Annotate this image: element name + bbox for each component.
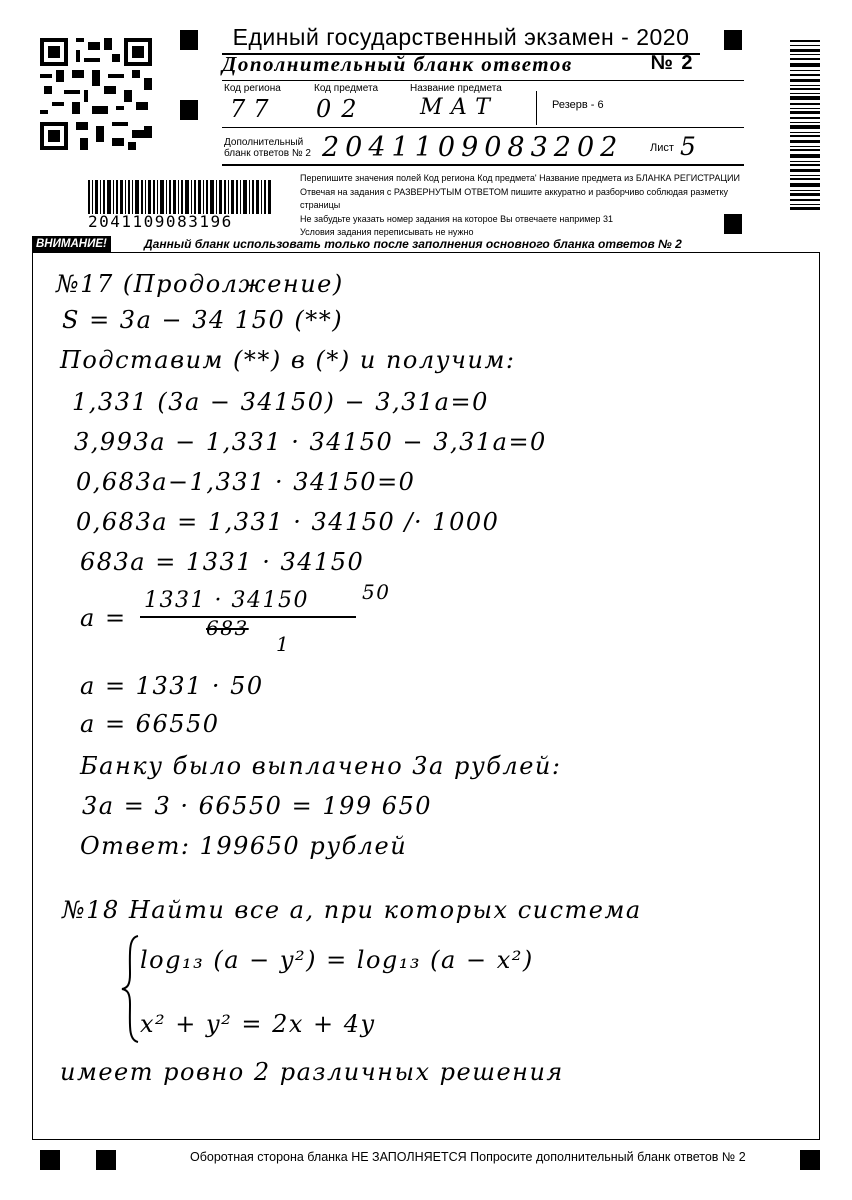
system-equation-2: x² + y² = 2x + 4y bbox=[140, 1010, 376, 1038]
extra-form-label: Дополнительный бланк ответов № 2 bbox=[224, 137, 311, 159]
answer-line: 3a = 3 · 66550 = 199 650 bbox=[82, 792, 433, 820]
warning-label: ВНИМАНИЕ! bbox=[32, 236, 111, 252]
reserve-label: Резерв - 6 bbox=[552, 99, 604, 111]
sheet-value[interactable]: 5 bbox=[680, 132, 696, 161]
fraction-sup: 50 bbox=[362, 580, 391, 604]
warning-text: Данный бланк использовать только после заполнения основного бланка ответов № 2 bbox=[144, 237, 682, 251]
form-subtitle bbox=[222, 52, 700, 77]
qr-code bbox=[40, 38, 152, 150]
answer-line: S = 3a − 34 150 (**) bbox=[62, 306, 344, 334]
alignment-marker bbox=[800, 1150, 820, 1170]
form-number: № 2 bbox=[650, 52, 694, 74]
region-label: Код региона bbox=[224, 83, 281, 94]
barcode-number: 2041109083196 bbox=[88, 212, 233, 231]
exam-title: Единый государственный экзамен - 2020 bbox=[222, 24, 700, 55]
fields-row bbox=[222, 80, 744, 128]
answer-line: Банку было выплачено 3a рублей: bbox=[80, 752, 562, 780]
alignment-marker bbox=[724, 30, 742, 50]
alignment-marker bbox=[96, 1150, 116, 1170]
instruction-line: Перепишите значения полей Код региона Код предмета' Название предмета из БЛАНКА РЕГИСТРАЦИИ bbox=[300, 173, 740, 183]
answer-line: 0,683a−1,331 · 34150=0 bbox=[76, 468, 416, 496]
system-equation-1: log₁₃ (a − y²) = log₁₃ (a − x²) bbox=[140, 946, 534, 974]
instructions bbox=[300, 172, 770, 240]
instruction-line: Отвечая на задания с РАЗВЕРНУТЫМ ОТВЕТОМ пишите аккуратно и разборчиво соблюдая разметку страницы bbox=[300, 186, 729, 210]
instruction-line: Условия задания переписывать не нужно bbox=[300, 227, 474, 237]
fraction-numerator: 1331 · 34150 bbox=[144, 588, 309, 613]
instruction-line: Не забудьте указать номер задания на которое Вы отвечаете например 31 bbox=[300, 213, 613, 224]
subject-name-value[interactable]: МАТ bbox=[420, 95, 498, 120]
region-value[interactable]: 77 bbox=[230, 95, 277, 123]
answer-line: 0,683a = 1,331 · 34150 /· 1000 bbox=[76, 508, 500, 536]
alignment-marker bbox=[180, 100, 198, 120]
alignment-marker bbox=[180, 30, 198, 50]
answer-line: №18 Найти все a, при которых система bbox=[62, 896, 642, 924]
warning-bar bbox=[32, 236, 820, 252]
form-barcode bbox=[88, 180, 272, 214]
answer-line: a = 1331 · 50 bbox=[80, 672, 264, 700]
sheet-label: Лист bbox=[650, 142, 674, 154]
system-brace bbox=[120, 934, 142, 1044]
alignment-marker bbox=[40, 1150, 60, 1170]
subject-code-value[interactable]: 02 bbox=[316, 95, 367, 123]
answer-line: Подставим (**) в (*) и получим: bbox=[60, 346, 516, 374]
answer-line: Ответ: 199650 рублей bbox=[80, 832, 408, 860]
fraction-lhs: a = bbox=[80, 604, 127, 632]
extra-form-number[interactable]: 2041109083202 bbox=[322, 132, 624, 163]
fraction-denominator: 683 bbox=[206, 616, 249, 640]
subject-name-label: Название предмета bbox=[410, 83, 502, 94]
form-subtitle-text: Дополнительный бланк ответов bbox=[222, 52, 573, 76]
footer-note: Оборотная сторона бланка НЕ ЗАПОЛНЯЕТСЯ Попросите дополнительный бланк ответов № 2 bbox=[190, 1150, 746, 1164]
fraction-sub: 1 bbox=[276, 632, 291, 656]
subject-code-label: Код предмета bbox=[314, 83, 379, 94]
answer-line: 3,993a − 1,331 · 34150 − 3,31a=0 bbox=[74, 428, 547, 456]
side-barcode bbox=[790, 40, 820, 212]
answer-line: №17 (Продолжение) bbox=[56, 270, 344, 298]
answer-line: имеет ровно 2 различных решения bbox=[60, 1058, 564, 1086]
answer-line: 683a = 1331 · 34150 bbox=[80, 548, 365, 576]
answer-line: 1,331 (3a − 34150) − 3,31a=0 bbox=[72, 388, 489, 416]
answer-line: a = 66550 bbox=[80, 710, 220, 738]
